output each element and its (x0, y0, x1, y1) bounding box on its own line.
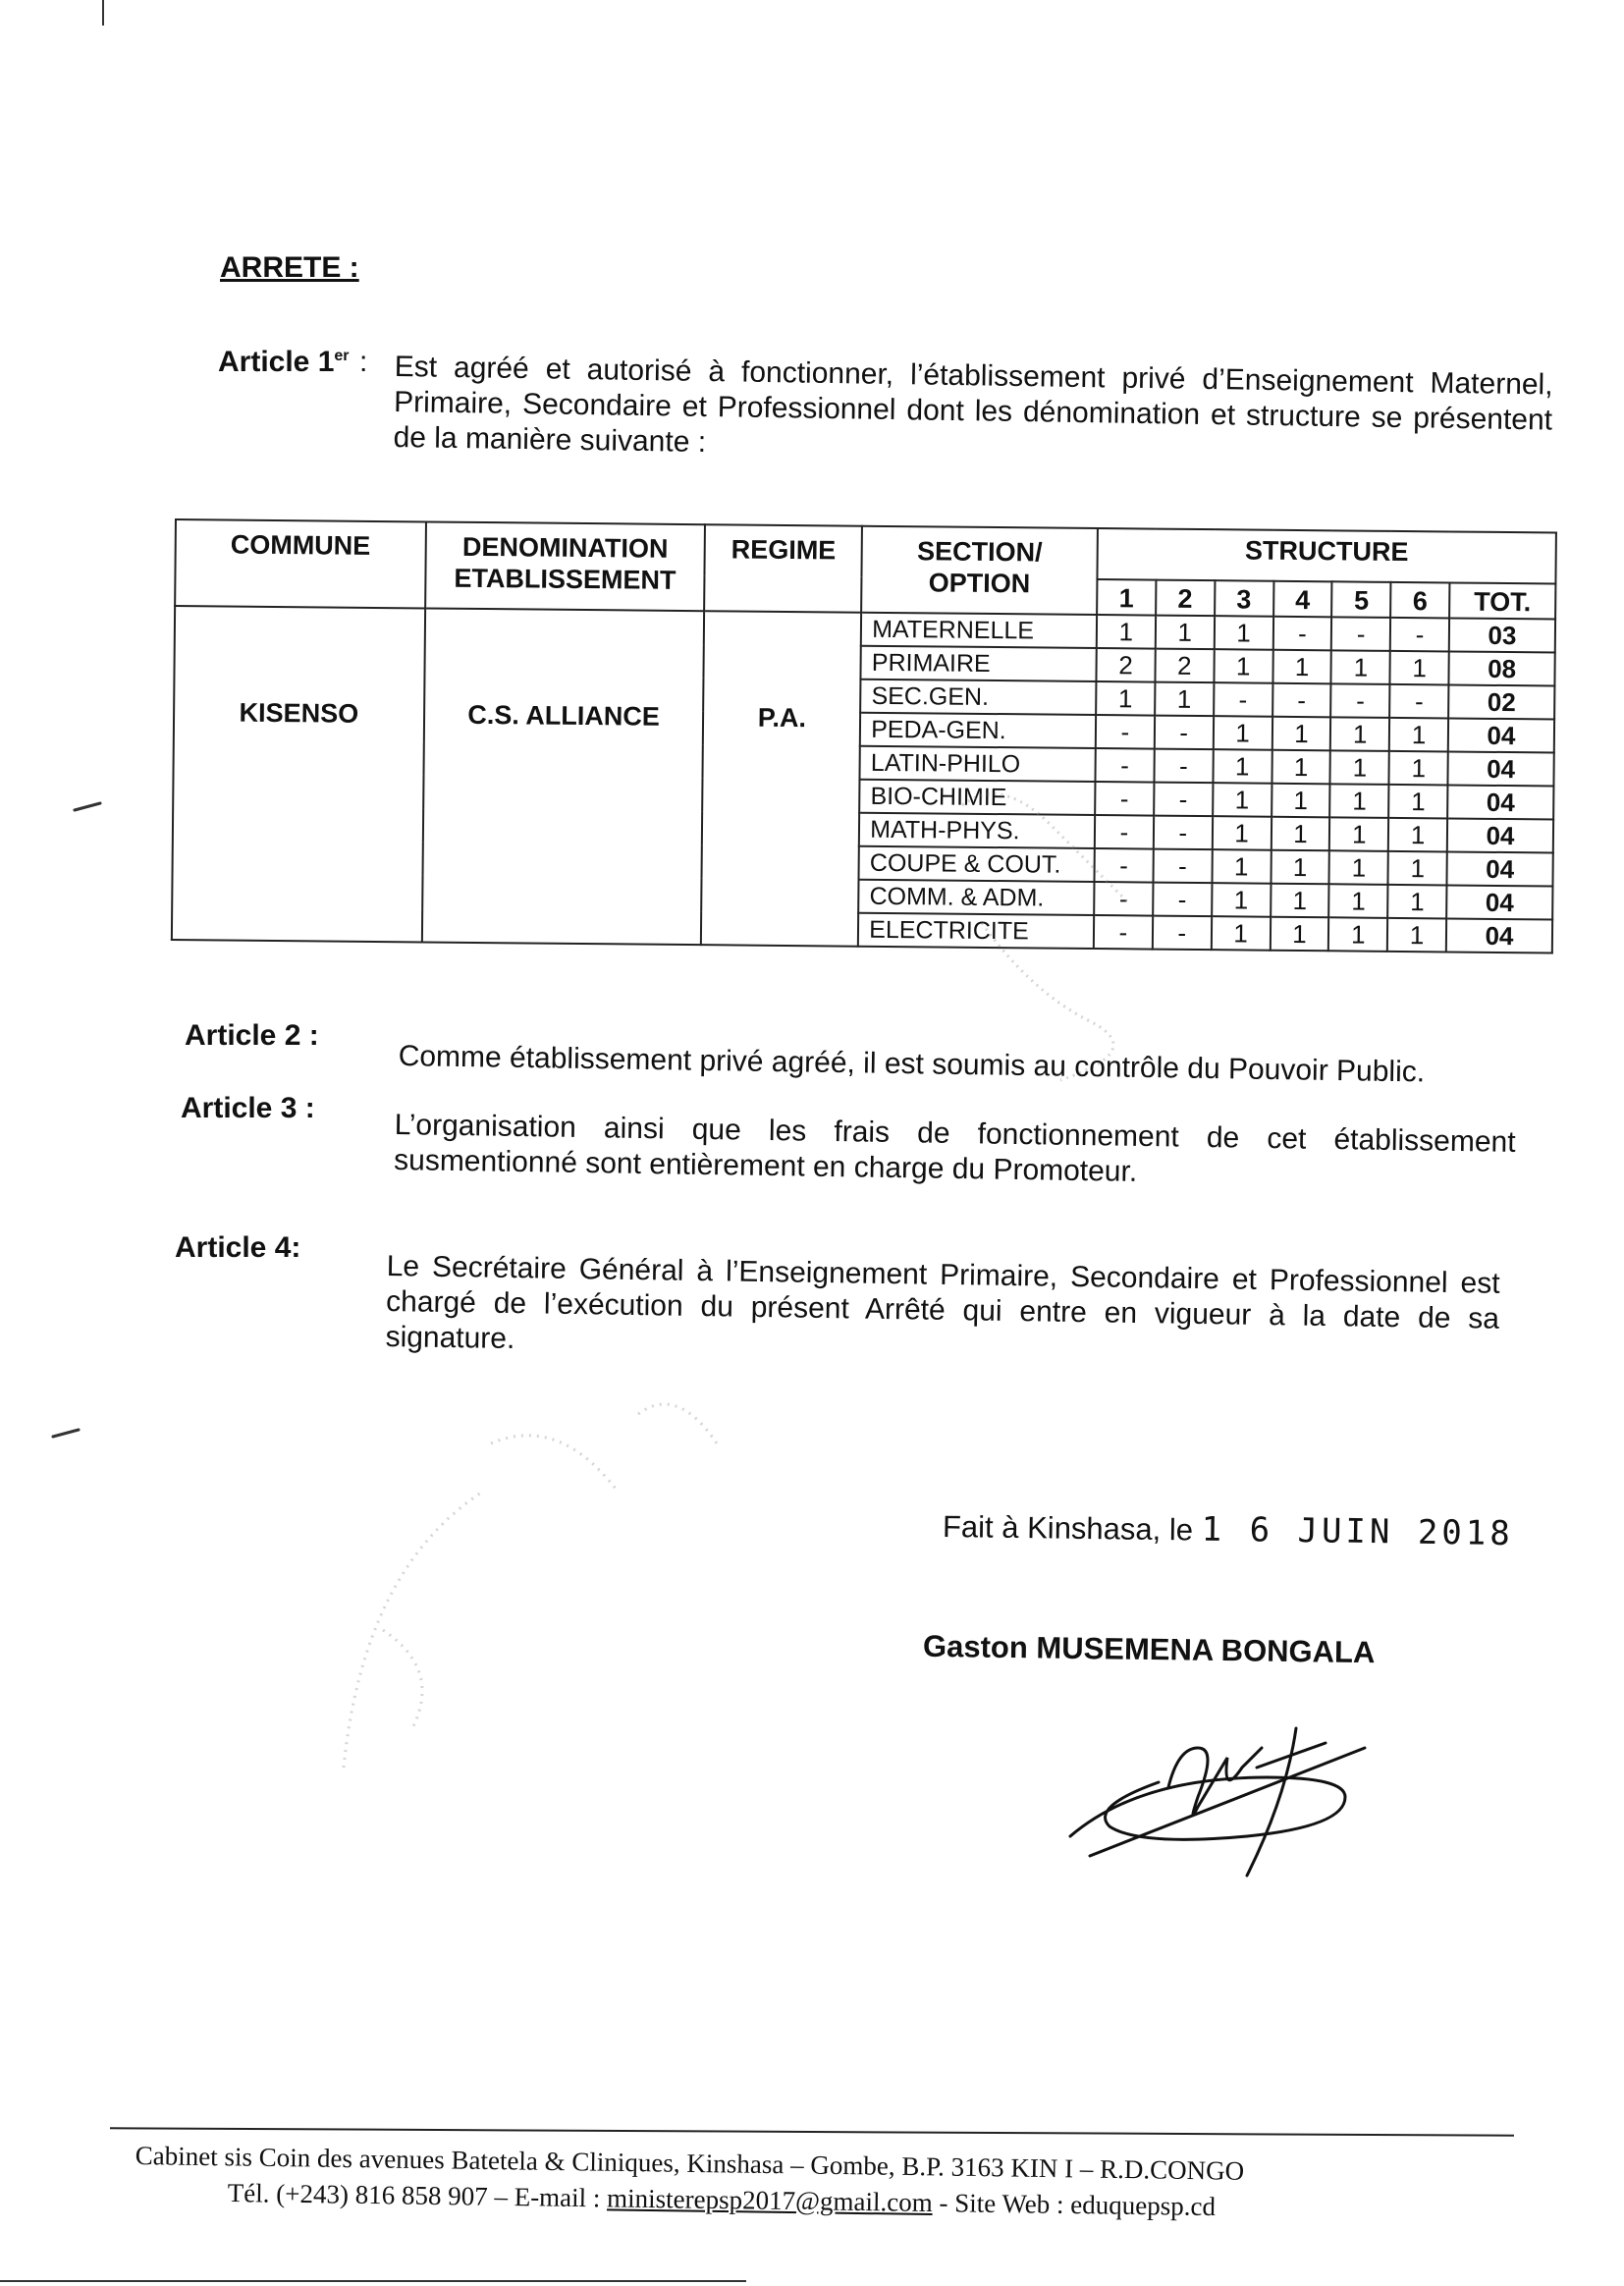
header-year: 3 (1215, 580, 1273, 617)
structure-cell: - (1153, 883, 1212, 917)
total-cell: 04 (1446, 918, 1552, 952)
scan-mark (102, 0, 104, 26)
structure-cell: 1 (1271, 817, 1329, 851)
section-cell: PEDA-GEN. (860, 713, 1096, 748)
structure-cell: 1 (1212, 883, 1271, 917)
structure-cell: 1 (1212, 916, 1271, 951)
signoff-place: Fait à Kinshasa, le (942, 1508, 1194, 1548)
scan-mark (51, 1428, 81, 1439)
arrete-heading: ARRETE : (220, 251, 359, 284)
article-1-label: Article 1er (218, 346, 350, 378)
structure-cell: - (1153, 849, 1212, 884)
structure-cell: - (1155, 716, 1214, 750)
header-tot: TOT. (1449, 582, 1555, 619)
header-year: 1 (1097, 579, 1156, 616)
structure-cell: 1 (1213, 783, 1272, 817)
section-cell: COUPE & COUT. (859, 846, 1095, 882)
structure-cell: 1 (1271, 850, 1329, 885)
article-4-label: Article 4: (175, 1231, 301, 1264)
stamp-impression (324, 1375, 736, 1787)
stamp-impression (943, 766, 1139, 1090)
structure-cell: 1 (1214, 649, 1272, 683)
structure-cell: - (1272, 617, 1331, 651)
structure-cell: - (1094, 915, 1153, 950)
footer-tel: Tél. (+243) 816 858 907 – E-mail : (227, 2178, 601, 2213)
regime-cell: P.A. (701, 611, 861, 947)
structure-cell: 1 (1388, 851, 1447, 886)
total-cell: 04 (1447, 818, 1553, 852)
total-cell: 04 (1448, 751, 1554, 786)
structure-cell: 1 (1329, 884, 1388, 918)
total-cell: 04 (1446, 885, 1552, 919)
section-cell: MATH-PHYS. (859, 813, 1095, 848)
structure-cell: - (1095, 815, 1154, 849)
structure-cell: 1 (1330, 784, 1389, 818)
commune-cell: KISENSO (172, 606, 425, 942)
structure-cell: - (1154, 783, 1213, 817)
structure-cell: 1 (1389, 718, 1448, 752)
article-1-text: Est agréé et autorisé à fonctionner, l’établissement privé d’Enseignement Maternel, Primaire, Secondaire et Professionnel dont les dénomination et structure se présentent de la manière suivante : (393, 350, 1553, 459)
signoff-line (943, 1506, 1514, 1553)
total-cell: 08 (1448, 651, 1554, 685)
article-2-label: Article 2 : (185, 1019, 319, 1052)
signatory-name: Gaston MUSEMENA BONGALA (922, 1628, 1376, 1670)
structure-cell: - (1330, 683, 1389, 718)
structure-cell: 1 (1272, 784, 1330, 818)
table-header-row (175, 519, 1555, 583)
structure-cell: 1 (1388, 785, 1447, 819)
structure-cell: - (1153, 916, 1212, 951)
structure-cell: 1 (1331, 650, 1390, 684)
structure-cell: - (1154, 816, 1213, 850)
structure-cell: - (1096, 715, 1155, 749)
structure-cell: 1 (1272, 717, 1330, 751)
structure-cell: 1 (1155, 682, 1214, 717)
signature (1051, 1689, 1384, 1885)
total-cell: 04 (1448, 718, 1554, 752)
structure-cell: 1 (1388, 818, 1447, 852)
structure-cell: - (1154, 749, 1213, 784)
footer-rule (110, 2127, 1514, 2136)
structure-cell: - (1214, 682, 1272, 717)
section-cell: COMM. & ADM. (858, 880, 1094, 915)
total-cell: 04 (1447, 851, 1553, 886)
article-3-text: L’organisation ainsi que les frais de fonctionnement de cet établissement susmentionné sont entièrement en charge du Promoteur. (393, 1108, 1516, 1188)
structure-cell: 1 (1328, 917, 1387, 952)
header-section: SECTION/ OPTION (861, 526, 1098, 615)
structure-cell: 1 (1271, 884, 1329, 918)
structure-table (171, 518, 1557, 953)
header-regime: REGIME (705, 524, 863, 613)
structure-cell: 1 (1272, 650, 1331, 684)
structure-cell: 1 (1329, 850, 1388, 885)
article-3-label: Article 3 : (181, 1092, 315, 1124)
header-commune: COMMUNE (175, 519, 425, 608)
structure-cell: - (1390, 618, 1449, 652)
section-cell: ELECTRICITE (858, 913, 1094, 949)
footer-site: - Site Web : eduquepsp.cd (939, 2188, 1217, 2222)
footer-email[interactable]: ministerepsp2017@gmail.com (606, 2183, 933, 2218)
bottom-rule (0, 2280, 746, 2282)
section-cell: MATERNELLE (861, 613, 1097, 648)
denomination-cell: C.S. ALLIANCE (421, 608, 704, 945)
structure-cell: - (1095, 782, 1154, 816)
section-cell: PRIMAIRE (861, 646, 1097, 681)
header-denomination: DENOMINATION ETABLISSEMENT (425, 521, 706, 611)
structure-cell: 1 (1212, 816, 1271, 850)
total-cell: 02 (1448, 684, 1554, 719)
structure-cell: 1 (1270, 917, 1328, 952)
article-4-text: Le Secrétaire Général à l’Enseignement Primaire, Secondaire et Professionnel est chargé de l’exécution du présent Arrêté qui entre en vigueur à la date de sa signature. (385, 1249, 1500, 1356)
footer-contact (228, 2178, 1217, 2222)
date-stamp: 1 6 JUIN 2018 (1201, 1509, 1515, 1554)
structure-cell: 1 (1272, 750, 1330, 785)
scan-mark (73, 801, 102, 812)
structure-cell: 1 (1213, 716, 1272, 750)
structure-cell: - (1095, 748, 1154, 783)
structure-cell: 2 (1096, 648, 1155, 682)
structure-cell: 1 (1212, 849, 1271, 884)
article-2-text: Comme établissement privé agréé, il est soumis au contrôle du Pouvoir Public. (398, 1039, 1426, 1089)
article-1-colon: : (359, 346, 368, 378)
structure-cell: 1 (1330, 750, 1389, 785)
structure-cell: 1 (1387, 885, 1446, 919)
header-year: 6 (1390, 582, 1449, 619)
structure-cell: - (1272, 683, 1331, 718)
header-structure: STRUCTURE (1097, 528, 1555, 583)
header-year: 2 (1156, 580, 1215, 617)
structure-cell: - (1389, 684, 1448, 719)
footer-address: Cabinet sis Coin des avenues Batetela & Cliniques, Kinshasa – Gombe, B.P. 3163 KIN I – R.D.CONGO (135, 2141, 1245, 2186)
structure-cell: 1 (1097, 615, 1156, 649)
structure-cell: 1 (1330, 717, 1389, 751)
structure-cell: 1 (1329, 817, 1388, 851)
structure-cell: 1 (1387, 918, 1446, 952)
section-cell: LATIN-PHILO (860, 746, 1096, 782)
section-cell: BIO-CHIMIE (859, 780, 1095, 815)
structure-cell: 1 (1156, 616, 1215, 650)
total-cell: 03 (1449, 618, 1555, 652)
section-cell: SEC.GEN. (860, 680, 1096, 715)
header-year: 5 (1331, 581, 1390, 618)
structure-cell: - (1094, 882, 1153, 916)
total-cell: 04 (1447, 785, 1553, 819)
header-year: 4 (1273, 581, 1332, 618)
structure-cell: 2 (1155, 649, 1214, 683)
structure-cell: - (1331, 617, 1390, 651)
structure-cell: 1 (1213, 749, 1272, 784)
structure-cell: 1 (1214, 616, 1272, 650)
structure-cell: 1 (1096, 681, 1155, 716)
structure-cell: 1 (1390, 651, 1449, 685)
structure-cell: - (1094, 848, 1153, 883)
structure-cell: 1 (1389, 751, 1448, 786)
